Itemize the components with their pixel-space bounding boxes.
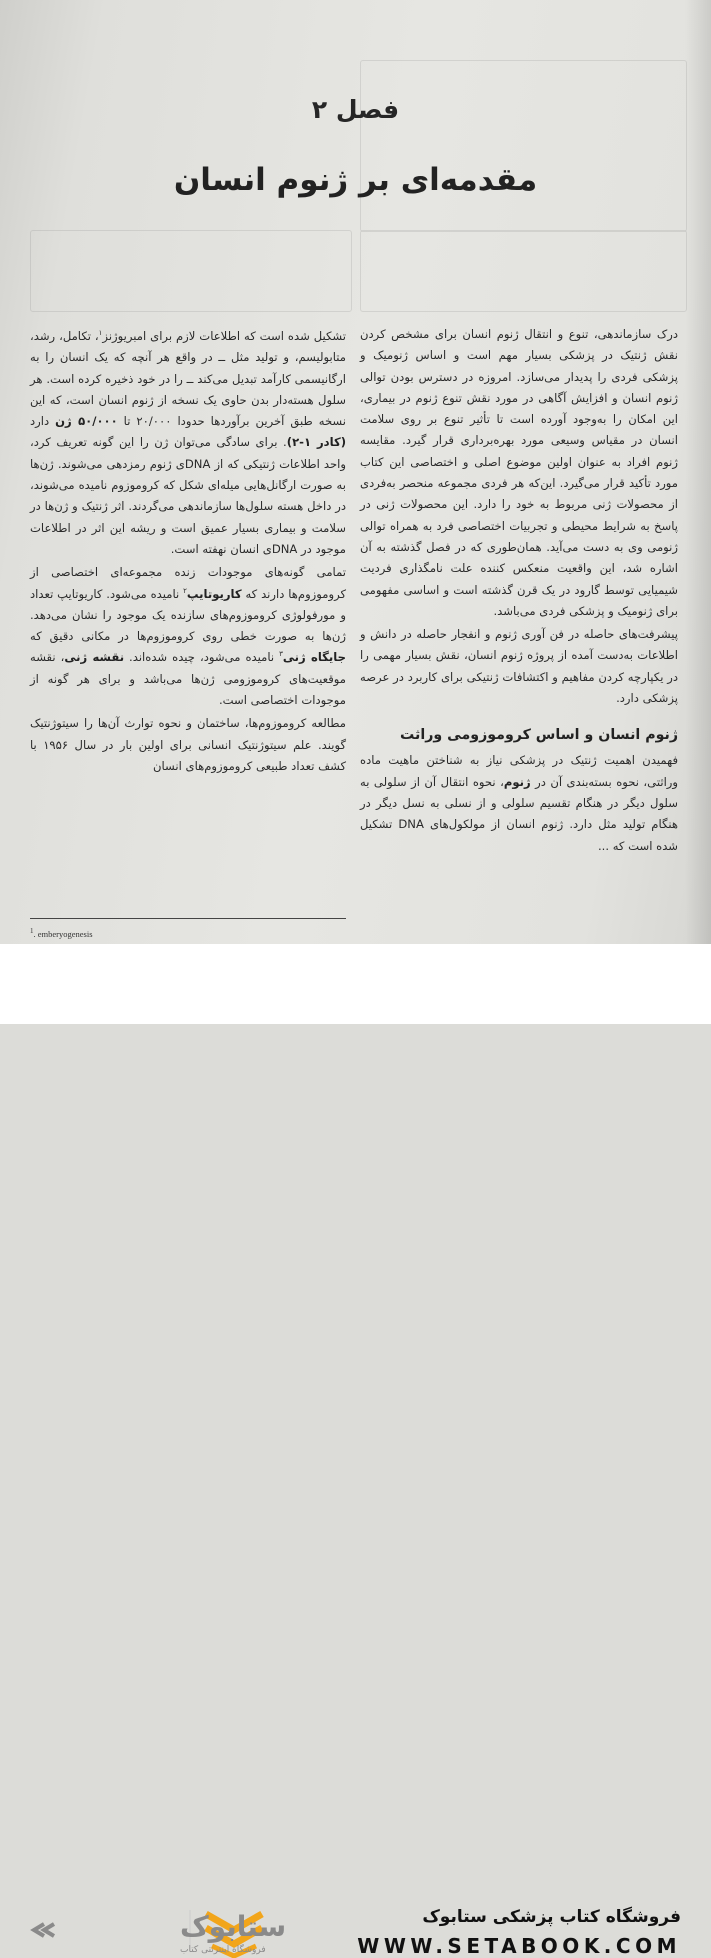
book-page bbox=[0, 0, 711, 944]
footnote-divider bbox=[30, 918, 346, 919]
bleed-through-box-right bbox=[360, 230, 687, 312]
store-banner bbox=[0, 944, 711, 1958]
paragraph: درک سازماندهی، تنوع و انتقال ژنوم انسان برای مشخص کردن نقش ژنتیک در پزشکی بسیار مهم است و اساس ژنومیک و پزشکی فردی را پدیدار می‌سازد. امروزه در دسترس بودن توالی ژنوم انسان و افزایش آگاهی در مورد نقش تنوع ژنوم در بیماری، این امکان را به‌وجود آورده است تا تأثیر تنوع بر روی سلامت انسان در مقیاس وسیعی مورد بهره‌برداری قرار گیرد. مقایسه ژنوم افراد به عنوان اولین موضوع اصلی و اختصاصی این کتاب مورد تأکید قرار می‌گیرد. این‌که هر فردی مجموعه منحصر به‌فردی از محصولات ژنی مربوط به خود را دارد. این محصولات ژنی در پاسخ به شرایط محیطی و تجربیات اختصاصی فرد به همراه توالی ژنومی وی به دست می‌آید. همان‌طوری که در فصل گذشته به آن اشاره شد، این واقعیت منعکس کننده علت نامگذاری فردیت شیمیایی توسط گارود در یک قرن گذشته است و اساسی مفهومی برای ژنومیک و پزشکی فردی می‌باشد. bbox=[360, 327, 678, 618]
footnote-ref: ۲ bbox=[183, 586, 187, 595]
bold-term: ۵۰/۰۰۰ ژن bbox=[55, 414, 118, 429]
bleed-through-box-top bbox=[360, 60, 687, 232]
bold-term: نقشه ژنی bbox=[64, 650, 125, 665]
footnote bbox=[30, 929, 93, 939]
paragraph: مطالعه کروموزوم‌ها، ساختمان و نحوه توارث آن‌ها را سیتوژنتیک گویند. علم سیتوژنتیک انسانی برای اولین بار در سال ۱۹۵۶ با کشف تعداد طبیعی کروموزوم‌های انسان bbox=[30, 716, 346, 773]
chapter-number: فصل ۲ bbox=[311, 95, 400, 124]
logo-arrows-icon bbox=[34, 1924, 54, 1936]
right-text-column bbox=[360, 324, 678, 859]
paragraph: تمامی گونه‌های موجودات زنده مجموعه‌ای اختصاصی از کروموزوم‌ها دارند که کاریوتایپ$^۲$ نامیده می‌شود. کاریوتایپ تعداد و مورفولوژی کروموزوم‌های سازنده یک موجود را نشان می‌دهد. ژن‌ها به صورت خطی روی کروموزوم‌ها در مکانی دقیق که جایگاه ژنی$^۳$ نامیده می‌شود، چیده شده‌اند. نقشه ژنی، نقشه موقعیت‌های کروموزومی ژن‌ها می‌باشد و برای هر گونه از موجودات اختصاصی است. bbox=[30, 565, 346, 708]
footnote-ref: ۱ bbox=[98, 329, 103, 338]
footnote-ref: ۳ bbox=[279, 650, 283, 659]
section-heading: ژنوم انسان و اساس کروموزومی وراثت bbox=[400, 727, 678, 744]
bold-term: کاریوتایپ bbox=[186, 586, 242, 601]
website-url[interactable]: WWW.SETABOOK.COM bbox=[357, 1934, 681, 1958]
setabook-logo bbox=[30, 1902, 287, 1958]
paragraph: تشکیل شده است که اطلاعات لازم برای امبریوژنز$^۱$، تکامل، رشد، متابولیسم، و تولید مثل ــ در واقع هر آنچه که یک انسان را به ارگانیسمی کارآمد تبدیل می‌کند ــ را در خود ذخیره کرده است. هر سلول هسته‌دار بدن حاوی یک نسخه از ژنوم انسان است، که این نسخه طبق آخرین برآوردها حدودا ۲۰/۰۰۰ تا ۵۰/۰۰۰ ژن دارد (کادر ۱-۲). برای سادگی می‌توان ژن را این گونه تعریف کرد، واحد اطلاعات ژنتیکی که از DNAی ژنوم رمزدهی می‌شوند. ژن‌ها به صورت ارگانل‌هایی میله‌ای شکل که کروموزوم نامیده می‌شوند، در داخل هسته سلول‌ها سازماندهی می‌گردند. اثر ژنتیک و ژن‌ها در سلامت و بیماری بسیار عمیق است و ریشه این اثر در اطلاعات موجود در DNAی انسان نهفته است. bbox=[30, 329, 346, 556]
page-edge-shadow bbox=[685, 0, 711, 944]
footnote-marker: 1 bbox=[30, 927, 34, 936]
bleed-through-box-left bbox=[30, 230, 352, 312]
logo-wordmark: ستابوک bbox=[180, 1910, 287, 1943]
chapter-title: مقدمه‌ای بر ژنوم انسان bbox=[173, 162, 538, 198]
store-name: فروشگاه کتاب پزشکی ستابوک bbox=[422, 1907, 681, 1927]
bold-term: جایگاه ژنی bbox=[282, 650, 346, 665]
left-text-column bbox=[30, 326, 346, 779]
paragraph: پیشرفت‌های حاصله در فن آوری ژنوم و انفجار حاصله در دانش و اطلاعات به‌دست آمده از پروژه ژنوم انسان، نقش بسیار مهمی را در یکپارچه کردن مفاهیم و اکتشافات ژنتیکی برای کاربرد در عرصه پزشکی دارد. bbox=[360, 627, 678, 706]
bold-term: ژنوم bbox=[503, 774, 531, 789]
footnote-text: . emberyogenesis bbox=[33, 929, 93, 939]
paragraph: فهمیدن اهمیت ژنتیک در پزشکی نیاز به شناختن ماهیت ماده وراثتی، نحوه بسته‌بندی آن در ژنوم، نحوه انتقال آن از سلولی به سلول دیگر در هنگام تقسیم سلولی و از نسلی به نسل دیگر در هنگام تولید مثل دارد. ژنوم انسان از مولکول‌های DNA تشکیل شده است که ... bbox=[360, 753, 679, 853]
box-reference: (کادر ۱-۲) bbox=[286, 435, 346, 450]
logo-subtext: فروشگاه اینترنتی کتاب bbox=[180, 1945, 266, 1955]
